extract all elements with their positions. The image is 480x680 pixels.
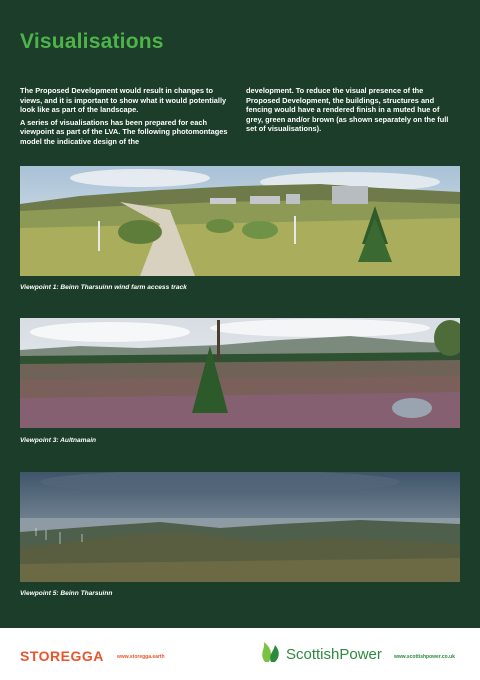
viewpoint-1-photo xyxy=(20,166,460,276)
scottishpower-flame-icon xyxy=(259,642,283,662)
viewpoint-5-caption: Viewpoint 5: Beinn Tharsuinn xyxy=(20,590,113,597)
viewpoint-3-caption: Viewpoint 3: Aultnamain xyxy=(20,437,97,444)
intro-paragraph-1: The Proposed Development would result in changes to views, and it is important to show what it would potentially look like as part of the landscape. xyxy=(20,86,227,115)
viewpoint-1-caption: Viewpoint 1: Beinn Tharsuinn wind farm access track xyxy=(20,284,187,291)
scottishpower-url[interactable]: www.scottishpower.co.uk xyxy=(394,654,455,660)
scottishpower-logo: ScottishPower xyxy=(286,646,382,663)
storegga-logo: STOREGGA xyxy=(20,648,104,664)
viewpoint-5-photo xyxy=(20,472,460,582)
intro-paragraph-2: A series of visualisations has been prepared for each viewpoint as part of the LVA. The following photomontages model the indicative design of the xyxy=(20,117,228,146)
storegga-url[interactable]: www.storegga.earth xyxy=(117,654,165,660)
intro-right-column xyxy=(246,86,454,137)
intro-paragraph-3: development. To reduce the visual presence of the Proposed Development, the buildings, structures and fencing would have a rendered finish in a muted hue of grey, green and/or brown (as shown separately on the full set of visualisations). xyxy=(246,86,449,134)
page-title: Visualisations xyxy=(20,30,164,53)
footer xyxy=(0,628,480,680)
viewpoint-3-photo xyxy=(20,318,460,428)
intro-left-column xyxy=(20,86,228,150)
